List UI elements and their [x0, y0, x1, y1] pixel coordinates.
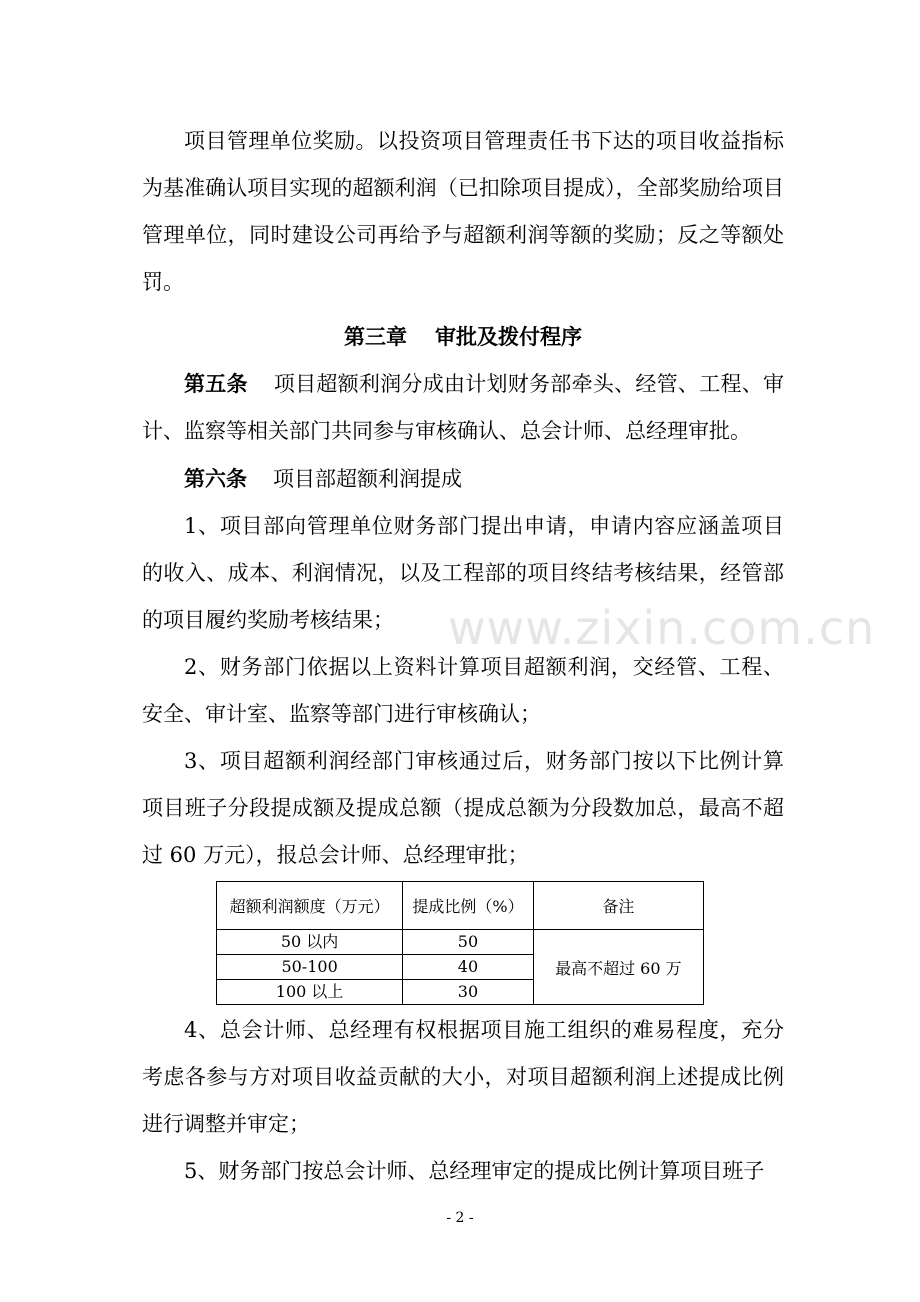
- article-5-label: 第五条: [184, 371, 248, 396]
- cell-range: 50-100: [217, 955, 403, 980]
- cell-rate: 40: [403, 955, 534, 980]
- table-header-row: [217, 882, 704, 930]
- list-item-2: 2、财务部门依据以上资料计算项目超额利润，交经管、工程、安全、审计室、监察等部门进行审核确认；: [142, 655, 784, 726]
- document-body: [142, 118, 784, 1195]
- cell-note: 最高不超过 60 万: [533, 930, 703, 1005]
- chapter-heading: [142, 306, 784, 360]
- list-item-1: 1、项目部向管理单位财务部门提出申请，申请内容应涵盖项目的收入、成本、利润情况，以及工程部的项目终结考核结果，经管部的项目履约奖励考核结果；: [142, 514, 784, 632]
- header-profit-amount: 超额利润额度（万元）: [217, 882, 403, 930]
- cell-range: 50 以内: [217, 930, 403, 955]
- page-number: - 2 -: [446, 1210, 474, 1226]
- commission-table-wrapper: [216, 881, 704, 1005]
- table-row: [217, 930, 704, 955]
- article-6-text: 项目部超额利润提成: [273, 467, 462, 491]
- commission-table: [216, 881, 704, 1005]
- cell-rate: 30: [403, 980, 534, 1005]
- article-5: [142, 360, 784, 455]
- article-6-label: 第六条: [184, 466, 247, 491]
- cell-range: 100 以上: [217, 980, 403, 1005]
- article-5-text: 项目超额利润分成由计划财务部牵头、经管、工程、审计、监察等相关部门共同参与审核确认、总会计师、总经理审批。: [142, 372, 785, 443]
- watermark: www.zixin.com.cn: [448, 601, 876, 655]
- article-6: [142, 455, 784, 503]
- list-item-5: 5、财务部门按总会计师、总经理审定的提成比例计算项目班子: [184, 1159, 765, 1183]
- list-item-4: 4、总会计师、总经理有权根据项目施工组织的难易程度，充分考虑各参与方对项目收益贡献的大小，对项目超额利润上述提成比例进行调整并审定；: [142, 1018, 784, 1136]
- chapter-title: 审批及拨付程序: [435, 324, 582, 349]
- cell-rate: 50: [403, 930, 534, 955]
- chapter-number: 第三章: [344, 324, 407, 349]
- header-remarks: 备注: [533, 882, 703, 930]
- list-item-3: 3、项目超额利润经部门审核通过后，财务部门按以下比例计算项目班子分段提成额及提成总额（提成总额为分段数加总，最高不超过 60 万元），报总会计师、总经理审批；: [142, 749, 784, 867]
- paragraph-reward: 项目管理单位奖励。以投资项目管理责任书下达的项目收益指标为基准确认项目实现的超额利润（已扣除项目提成），全部奖励给项目管理单位，同时建设公司再给予与超额利润等额的奖励；反之等额处罚。: [142, 129, 784, 294]
- header-commission-rate: 提成比例（%）: [403, 882, 534, 930]
